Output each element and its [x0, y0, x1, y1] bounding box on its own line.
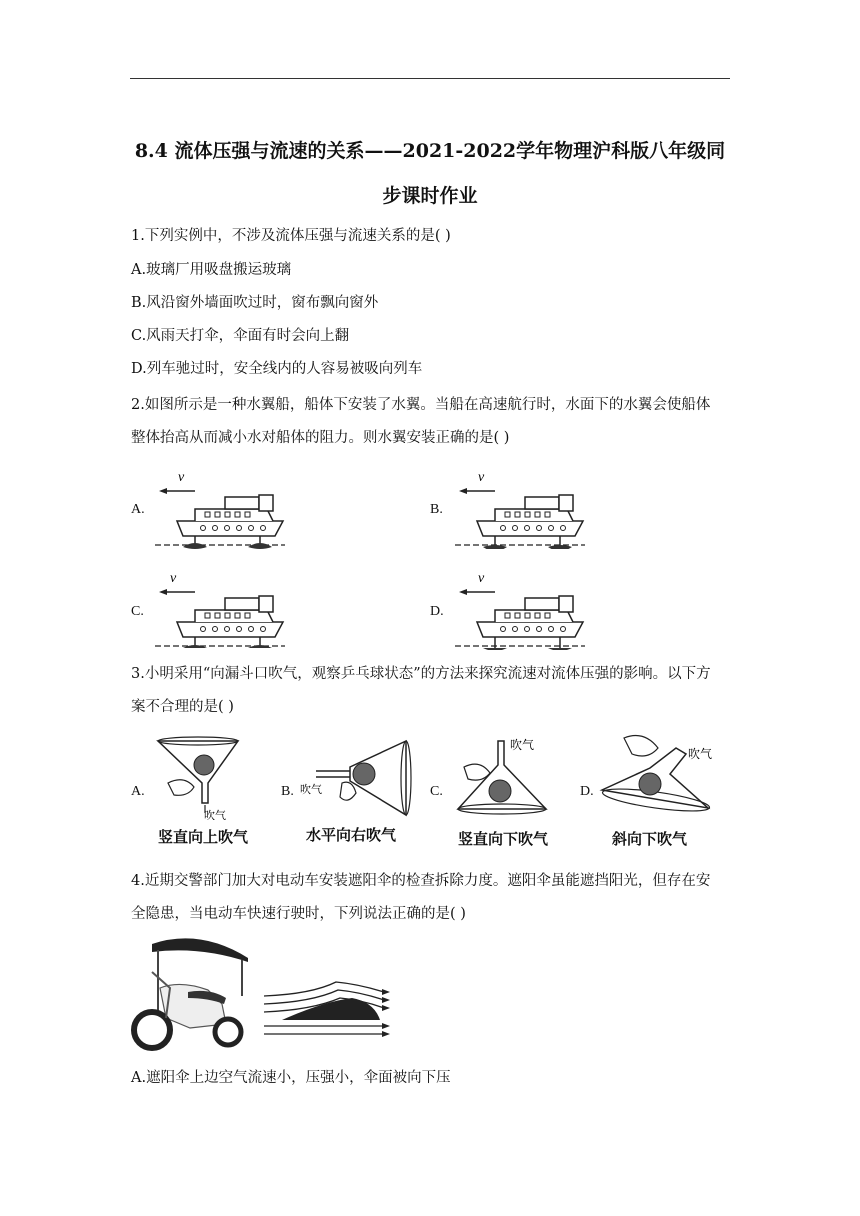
hydrofoil-boat-a-figure: [150, 467, 290, 549]
svg-text:v: v: [178, 470, 185, 485]
q3-label-c: C.: [430, 784, 443, 799]
q1-option-a: A.玻璃厂用吸盘搬运玻璃: [131, 262, 292, 278]
funnel-a-figure: [148, 735, 248, 820]
funnel-d-figure: [598, 728, 728, 820]
hydrofoil-boat-d-figure: [450, 568, 590, 650]
blow-label-b: 吹气: [300, 783, 322, 796]
q4-stem-line2: 全隐患，当电动车快速行驶时，下列说法正确的是( ): [131, 906, 466, 922]
q3-caption-b: 水平向右吹气: [306, 826, 397, 844]
q4-stem-line1: 4.近期交警部门加大对电动车安装遮阳伞的检查拆除力度。遮阳伞虽能遮挡阳光，但存在安: [131, 873, 711, 889]
q3-caption-c: 竖直向下吹气: [458, 830, 549, 848]
q1-option-d: D.列车驰过时，安全线内的人容易被吸向列车: [131, 361, 423, 377]
page-title: 8.4 流体压强与流速的关系——2021-2022学年物理沪科版八年级同: [134, 140, 726, 162]
e-bike-umbrella-photo: [130, 932, 260, 1054]
header-rule: [130, 78, 730, 79]
q3-label-d: D.: [580, 784, 594, 799]
q4-option-a: A.遮阳伞上边空气流速小，压强小，伞面被向下压: [131, 1070, 451, 1086]
q3-stem-line1: 3.小明采用“向漏斗口吹气，观察乒乓球状态”的方法来探究流速对流体压强的影响。以下方: [131, 666, 711, 682]
blow-label-d: 吹气: [688, 747, 713, 761]
q2-label-a: A.: [131, 502, 145, 517]
q2-label-c: C.: [131, 604, 144, 619]
q3-stem-line2: 案不合理的是( ): [131, 699, 234, 715]
q3-caption-d: 斜向下吹气: [612, 830, 688, 848]
q3-caption-a: 竖直向上吹气: [158, 828, 249, 846]
funnel-c-figure: [450, 735, 570, 820]
page-title-line2: 步课时作业: [382, 185, 478, 207]
svg-text:v: v: [478, 470, 485, 485]
q3-label-a: A.: [131, 784, 145, 799]
q2-stem-line2: 整体抬高从而减小水对船体的阻力。则水翼安装正确的是( ): [131, 430, 510, 446]
hydrofoil-boat-c-figure: [150, 568, 290, 650]
svg-text:v: v: [170, 571, 177, 586]
funnel-b-figure: [296, 735, 416, 820]
airflow-over-umbrella-diagram: [262, 976, 394, 1042]
q2-label-b: B.: [430, 502, 443, 517]
q3-label-b: B.: [281, 784, 294, 799]
q2-stem-line1: 2.如图所示是一种水翼船，船体下安装了水翼。当船在高速航行时，水面下的水翼会使船体: [131, 397, 711, 413]
q1-option-b: B.风沿窗外墙面吹过时，窗布飘向窗外: [131, 295, 379, 311]
blow-label-a: 吹气: [204, 809, 226, 820]
blow-label-c: 吹气: [510, 738, 535, 752]
hydrofoil-boat-b-figure: [450, 467, 590, 549]
q2-label-d: D.: [430, 604, 444, 619]
q1-option-c: C.风雨天打伞，伞面有时会向上翻: [131, 328, 350, 344]
svg-text:v: v: [478, 571, 485, 586]
q1-stem: 1.下列实例中，不涉及流体压强与流速关系的是( ): [131, 228, 451, 244]
